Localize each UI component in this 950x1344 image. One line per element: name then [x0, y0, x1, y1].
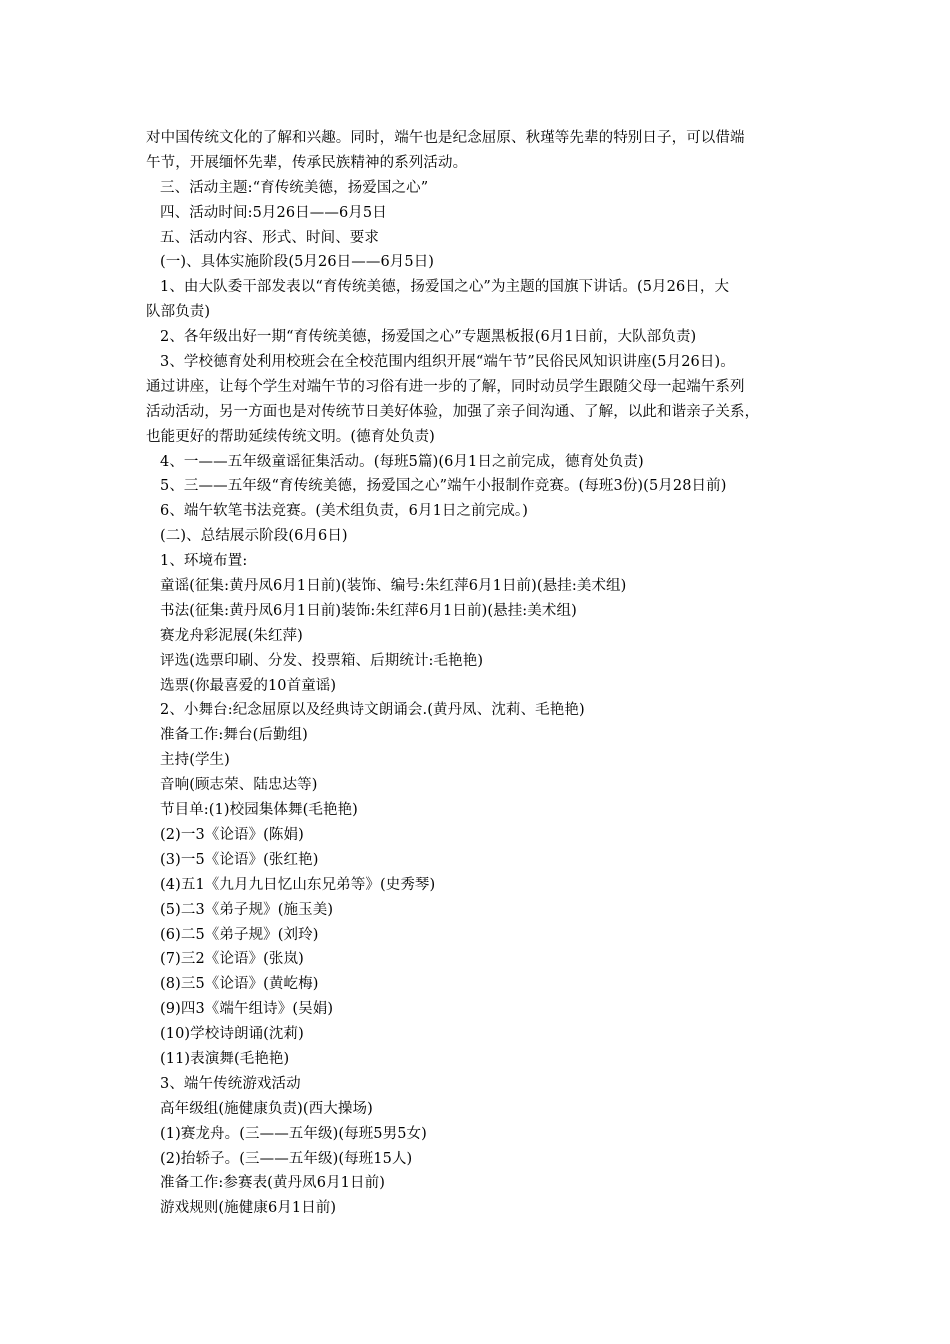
text-line: 主持(学生) — [160, 752, 230, 769]
text-line: 2、各年级出好一期“育传统美德，扬爱国之心”专题黑板报(6月1日前，大队部负责) — [160, 329, 697, 346]
text-line: 4、一——五年级童谣征集活动。(每班5篇)(6月1日之前完成，德育处负责) — [160, 453, 644, 470]
text-line: 通过讲座，让每个学生对端午节的习俗有进一步的了解，同时动员学生跟随父母一起端午系列 — [146, 378, 745, 395]
text-line: 3、学校德育处利用校班会在全校范围内组织开展“端午节”民俗民风知识讲座(5月26日)。 — [160, 354, 735, 371]
text-line: 队部负责) — [146, 304, 211, 321]
text-line: 四、活动时间:5月26日——6月5日 — [160, 204, 387, 221]
text-line: (7)三2《论语》(张岚) — [160, 951, 304, 968]
text-line: (2)抬轿子。(三——五年级)(每班15人) — [160, 1150, 413, 1167]
text-line: 2、小舞台:纪念屈原以及经典诗文朗诵会.(黄丹凤、沈莉、毛艳艳) — [160, 702, 585, 719]
text-line: 选票(你最喜爱的10首童谣) — [160, 677, 337, 694]
text-line: 高年级组(施健康负责)(西大操场) — [160, 1100, 373, 1117]
text-line: (1)赛龙舟。(三——五年级)(每班5男5女) — [160, 1125, 427, 1142]
text-line: 书法(征集:黄丹凤6月1日前)装饰:朱红萍6月1日前)(悬挂:美术组) — [160, 602, 577, 619]
text-line: 对中国传统文化的了解和兴趣。同时，端午也是纪念屈原、秋瑾等先辈的特别日子，可以借端 — [146, 130, 745, 146]
text-line: 准备工作:舞台(后勤组) — [160, 727, 308, 744]
text-line: 五、活动内容、形式、时间、要求 — [160, 229, 379, 246]
text-line: 音响(顾志荣、陆忠达等) — [160, 777, 318, 794]
text-line: 也能更好的帮助延续传统文明。(德育处负责) — [146, 428, 435, 445]
text-line: 3、端午传统游戏活动 — [160, 1075, 301, 1092]
text-line: (4)五1《九月九日忆山东兄弟等》(史秀琴) — [160, 876, 436, 893]
text-line: (11)表演舞(毛艳艳) — [160, 1050, 290, 1067]
text-line: 童谣(征集:黄丹凤6月1日前)(装饰、编号:朱红萍6月1日前)(悬挂:美术组) — [160, 578, 627, 595]
text-line: (8)三5《论语》(黄屹梅) — [160, 976, 319, 993]
text-line: (6)二5《弟子规》(刘玲) — [160, 926, 319, 943]
text-line: 5、三——五年级“育传统美德，扬爱国之心”端午小报制作竞赛。(每班3份)(5月28日前) — [160, 478, 727, 495]
text-line: 节目单:(1)校园集体舞(毛艳艳) — [160, 802, 358, 819]
text-line: 三、活动主题:“育传统美德，扬爱国之心” — [160, 179, 429, 196]
document-body — [146, 126, 810, 1221]
text-line: 活动活动，另一方面也是对传统节日美好体验，加强了亲子间沟通、了解，以此和谐亲子关系， — [146, 403, 760, 420]
text-line: 准备工作:参赛表(黄丹凤6月1日前) — [160, 1175, 385, 1192]
text-line: (二)、总结展示阶段(6月6日) — [160, 528, 348, 545]
text-line: 1、环境布置: — [160, 553, 248, 570]
text-line: (一)、具体实施阶段(5月26日——6月5日) — [160, 254, 435, 271]
text-line: 游戏规则(施健康6月1日前) — [160, 1200, 337, 1217]
text-line: 1、由大队委干部发表以“育传统美德，扬爱国之心”为主题的国旗下讲话。(5月26日，大 — [160, 279, 730, 296]
text-line: (3)一5《论语》(张红艳) — [160, 851, 319, 868]
text-line: (10)学校诗朗诵(沈莉) — [160, 1026, 304, 1043]
text-line: (2)一3《论语》(陈娟) — [160, 826, 304, 843]
text-line: 评选(选票印刷、分发、投票箱、后期统计:毛艳艳) — [160, 652, 484, 669]
text-line: 6、端午软笔书法竞赛。(美术组负责，6月1日之前完成。) — [160, 503, 529, 520]
text-line: 午节，开展缅怀先辈，传承民族精神的系列活动。 — [146, 154, 468, 171]
text-line: (5)二3《弟子规》(施玉美) — [160, 901, 334, 918]
text-line: (9)四3《端午组诗》(吴娟) — [160, 1001, 334, 1018]
text-line: 赛龙舟彩泥展(朱红萍) — [160, 627, 303, 644]
